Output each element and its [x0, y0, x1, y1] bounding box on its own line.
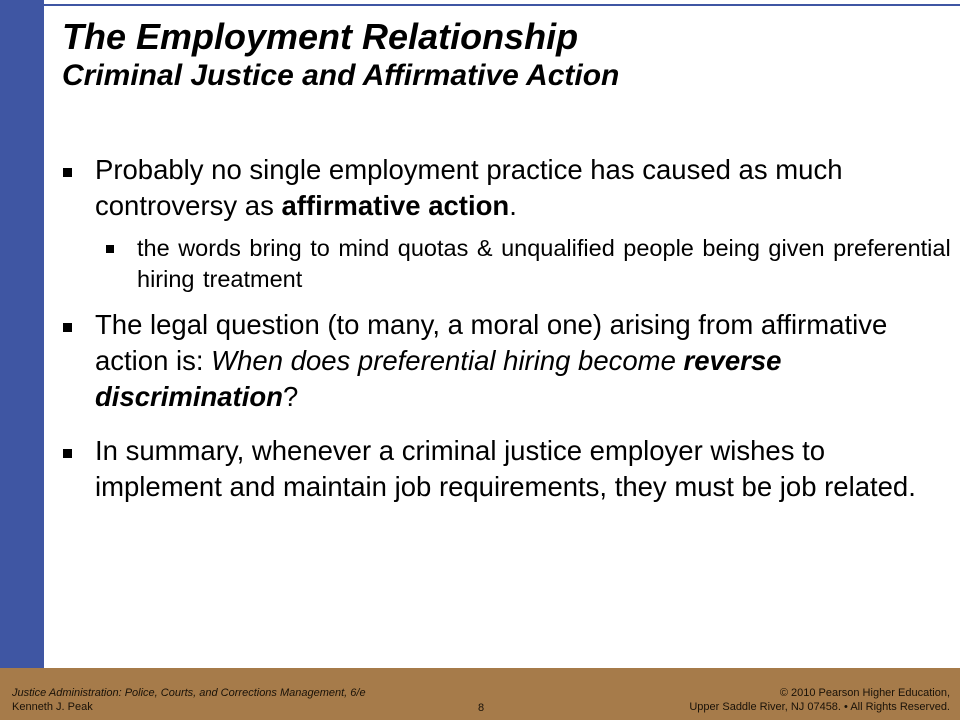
footer-author: Kenneth J. Peak: [12, 701, 93, 713]
title-block: [62, 16, 952, 94]
bullet-affirmative-action: [62, 152, 952, 224]
bullet-summary: [62, 433, 952, 505]
bullet-text: Probably no single employment practice has caused as much controversy as: [95, 154, 843, 221]
top-accent-line: [44, 4, 960, 6]
bullet-bold-italic-term: reverse discrimination: [95, 345, 782, 412]
bullet-text: In summary, whenever a criminal justice employer wishes to implement and maintain job requirements, they must be job related.: [95, 435, 916, 502]
slide-title: The Employment Relationship: [62, 16, 579, 57]
slide-subtitle: Criminal Justice and Affirmative Action: [62, 59, 620, 92]
footer-copyright: [630, 686, 950, 714]
sub-bullet-text: the words bring to mind quotas & unqualified people being given preferential hiring treatment: [137, 235, 951, 292]
bullet-legal-question: [62, 307, 952, 415]
bullet-bold-term: affirmative action: [281, 190, 510, 221]
page-number: 8: [478, 702, 485, 714]
bullet-text: The legal question (to many, a moral one) arising from affirmative action is:: [95, 309, 888, 376]
bullet-italic-text: When does preferential hiring become: [211, 345, 684, 376]
bullet-text-end: ?: [282, 381, 299, 412]
bullet-square-icon: [63, 323, 72, 332]
left-accent-bar: [0, 0, 44, 668]
copyright-line-2: Upper Saddle River, NJ 07458. • All Rights Reserved.: [689, 701, 950, 713]
sub-bullet-quotas: [62, 233, 952, 295]
sub-bullet-square-icon: [106, 245, 114, 253]
copyright-line-1: © 2010 Pearson Higher Education,: [779, 687, 950, 699]
footer-book-title: Justice Administration: Police, Courts, and Corrections Management, 6/e: [12, 687, 366, 699]
bullet-text-end: .: [509, 190, 517, 221]
bullet-square-icon: [63, 168, 72, 177]
footer-citation: [12, 686, 452, 714]
slide-content: [62, 152, 952, 505]
bullet-square-icon: [63, 449, 72, 458]
